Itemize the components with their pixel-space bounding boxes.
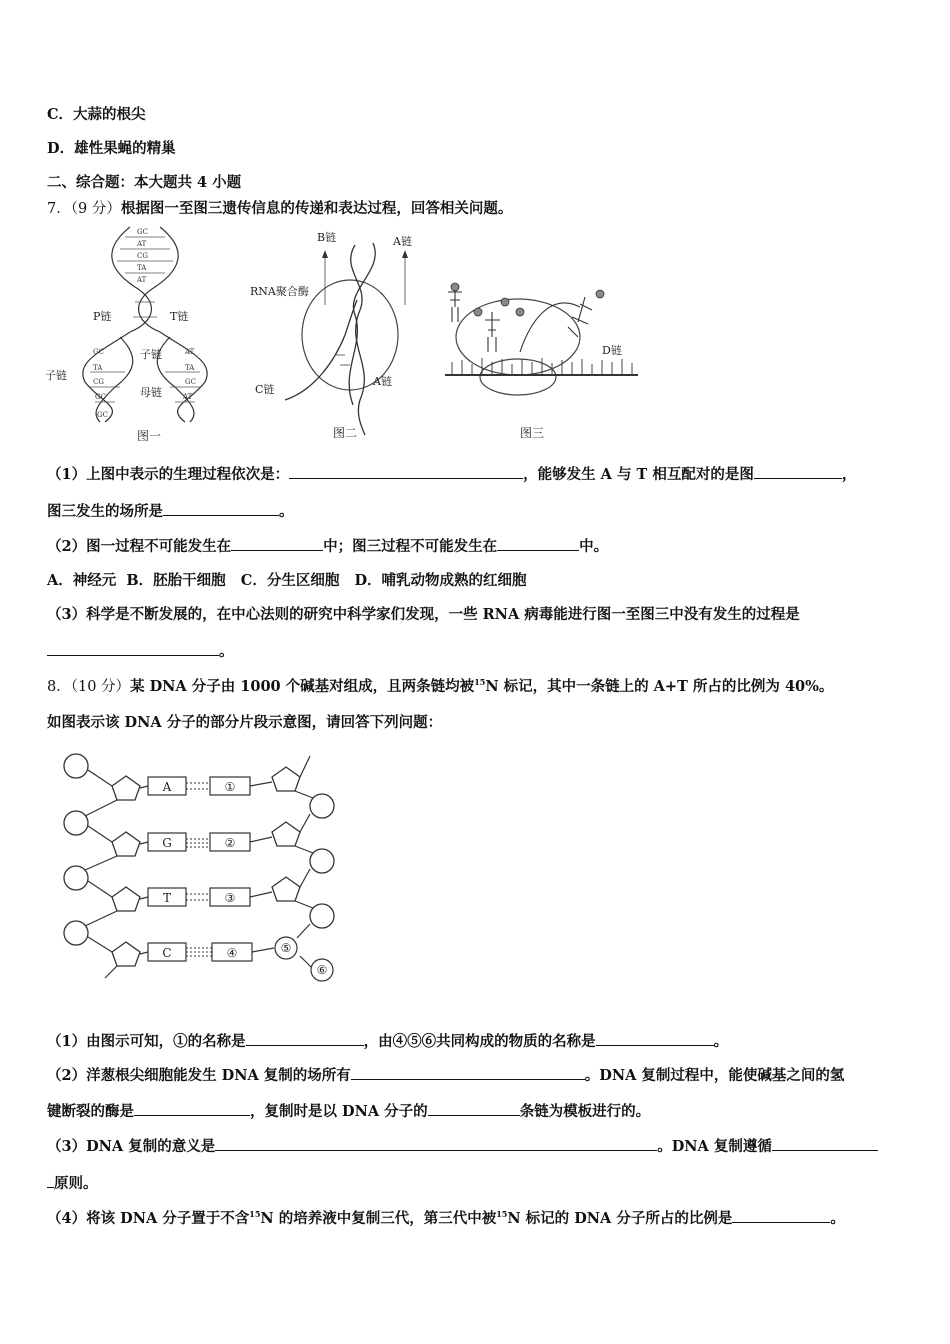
fig3-trna [448, 287, 462, 322]
q7-part3-cont: 。 [47, 640, 234, 661]
q7-stem-text: 根据图一至图三遗传信息的传递和表达过程，回答相关问题。 [120, 200, 513, 217]
fig1-right-daughter [160, 332, 207, 422]
q8-part3-answer-blank-2-cont[interactable] [47, 1173, 54, 1188]
phosphate-circle [310, 904, 334, 928]
fig1-caption: 图一 [137, 429, 162, 443]
q8-stem: 8．（10 分）某 DNA 分子由 1000 个碱基对组成，且两条链均被$^{15}$N 标记，其中一条链上的 A+T 所占的比例为 40%。 [47, 677, 834, 695]
fig1-base: TA [137, 264, 147, 272]
q7-part1: （1）上图中表示的生理过程依次是： ，能够发生 A 与 T 相互配对的是图 ， [47, 466, 857, 483]
fig3-trna [485, 312, 500, 352]
number-label-6: ⑥ [316, 963, 328, 977]
deoxyribose-pentagon [272, 822, 300, 846]
q7-part1-answer-blank-2[interactable] [754, 464, 842, 479]
q7-part2: （2）图一过程不可能发生在 中；图三过程不可能发生在 中。 [47, 538, 609, 555]
fig1-base: AT [137, 240, 147, 248]
base-label-c: C [162, 946, 172, 960]
fig2-label-a-strand: A链 [373, 375, 392, 388]
fig2-label-rna-polymerase: RNA聚合酶 [250, 285, 309, 298]
fig2-label-b-strand: B链 [317, 231, 337, 244]
fig1-base: AT [183, 393, 193, 401]
q7-part1-cont: 图三发生的场所是 。 [47, 503, 294, 520]
fig2-label-c-strand: C链 [255, 383, 275, 396]
fig1-base: GC [93, 348, 104, 356]
option-d: D．雄性果蝇的精巢 [47, 140, 176, 157]
fig1-base: TA [93, 364, 103, 372]
fig2-dna-strand [349, 243, 375, 405]
fig3-translocation-arrow [520, 303, 580, 352]
q7-number: 7． [47, 201, 71, 217]
option-c: C．大蒜的根尖 [47, 106, 146, 123]
deoxyribose-pentagon [112, 832, 140, 856]
q7-part3-answer-blank[interactable] [47, 641, 219, 656]
phosphate-circle [64, 866, 88, 890]
q7-option-c: C．分生区细胞 [240, 572, 340, 589]
phosphate-circle [64, 811, 88, 835]
fig1-label-parent-strand: 母链 [140, 386, 162, 399]
q8-part3-cont: 原则。 [47, 1172, 98, 1193]
fig1-label-t-strand: T链 [170, 310, 189, 323]
q8-part2-answer-blank-1[interactable] [351, 1065, 585, 1080]
figure-1-dna-replication [45, 222, 245, 447]
q7-option-d: D．哺乳动物成熟的红细胞 [354, 572, 527, 589]
q8-part4: （4）将该 DNA 分子置于不含$^{15}$N 的培养液中复制三代，第三代中被$^{15}$N 标记的 DNA 分子所占的比例是 。 [47, 1209, 845, 1227]
fig2-label-a-strand: A链 [393, 235, 412, 248]
q8-part2-answer-blank-3[interactable] [428, 1101, 520, 1116]
q7-stem [47, 197, 512, 218]
fig1-label-daughter-strand: 子链 [45, 369, 67, 382]
deoxyribose-pentagon [112, 942, 140, 966]
q7-part1-answer-blank-1[interactable] [289, 464, 523, 479]
q7-part2-answer-blank-1[interactable] [231, 536, 323, 551]
fig2-caption: 图二 [333, 426, 358, 440]
q8-part3-answer-blank-1[interactable] [215, 1136, 657, 1151]
q7-option-a: A．神经元 [47, 572, 117, 589]
fig1-base: GC [95, 393, 106, 401]
fig1-base: AT [185, 348, 195, 356]
q7-part3: （3）科学是不断发展的，在中心法则的研究中科学家们发现，一些 RNA 病毒能进行图一至图三中没有发生的过程是 [47, 606, 800, 623]
fig1-base: CG [93, 378, 104, 386]
base-label-a: A [162, 780, 172, 794]
q7-points: （9 分） [70, 201, 121, 217]
fig1-base: AT [137, 276, 147, 284]
q8-part4-answer-blank[interactable] [732, 1208, 830, 1223]
q8-part2-answer-blank-2[interactable] [134, 1101, 250, 1116]
q8-part1-answer-blank-1[interactable] [246, 1031, 364, 1046]
fig3-ribosome-small [480, 359, 556, 395]
base-label-t: T [162, 891, 172, 905]
fig2-dna-strand [351, 245, 365, 435]
figure-dna-fragment [60, 748, 350, 988]
fig1-left-daughter [83, 332, 130, 422]
q8-part2-cont: 键断裂的酶是 ，复制时是以 DNA 分子的 条链为模板进行的。 [47, 1103, 651, 1120]
number-label-2: ② [224, 836, 236, 850]
section-heading: 二、综合题：本大题共 4 小题 [47, 174, 242, 191]
deoxyribose-pentagon [272, 767, 300, 791]
fig1-label-p-strand: P链 [93, 310, 112, 323]
number-label-5: ⑤ [280, 941, 292, 955]
q8-part3: （3）DNA 复制的意义是 。DNA 复制遵循 [47, 1135, 878, 1156]
deoxyribose-pentagon [112, 887, 140, 911]
deoxyribose-pentagon [272, 877, 300, 901]
fig1-base: GC [185, 378, 196, 386]
fig3-caption: 图三 [520, 426, 545, 440]
q8-part3-answer-blank-2[interactable] [772, 1136, 878, 1151]
fig1-base: GC [137, 228, 148, 236]
q8-number: 8． [47, 679, 71, 695]
fig1-label-daughter-strand: 子链 [140, 348, 162, 361]
fig1-base: TA [185, 364, 195, 372]
q7-part2-options [47, 569, 527, 590]
q7-option-b: B．胚胎干细胞 [126, 572, 226, 589]
figure-3-translation [430, 282, 645, 447]
q7-part1-answer-blank-3[interactable] [163, 501, 279, 516]
q8-part1-answer-blank-2[interactable] [596, 1031, 714, 1046]
phosphate-circle [64, 754, 88, 778]
figure-2-transcription [245, 225, 435, 445]
fig2-rna-strand [285, 300, 357, 400]
fig3-label-d-strand: D链 [602, 344, 622, 357]
q7-part2-answer-blank-2[interactable] [497, 536, 579, 551]
q8-stem-cont: 如图表示该 DNA 分子的部分片段示意图，请回答下列问题： [47, 714, 443, 731]
number-label-4: ④ [226, 946, 238, 960]
deoxyribose-pentagon [112, 776, 140, 800]
fig1-base: CG [137, 252, 148, 260]
phosphate-circle [64, 921, 88, 945]
q8-points: （10 分） [70, 679, 131, 695]
base-label-g: G [162, 836, 172, 850]
q8-part2: （2）洋葱根尖细胞能发生 DNA 复制的场所有 。DNA 复制过程中，能使碱基之间的氢 [47, 1067, 845, 1084]
fig1-base: GC [97, 411, 108, 419]
number-label-1: ① [224, 780, 236, 794]
q8-part1: （1）由图示可知，①的名称是 ，由④⑤⑥共同构成的物质的名称是 。 [47, 1033, 729, 1050]
phosphate-circle [310, 794, 334, 818]
phosphate-circle [310, 849, 334, 873]
number-label-3: ③ [224, 891, 236, 905]
